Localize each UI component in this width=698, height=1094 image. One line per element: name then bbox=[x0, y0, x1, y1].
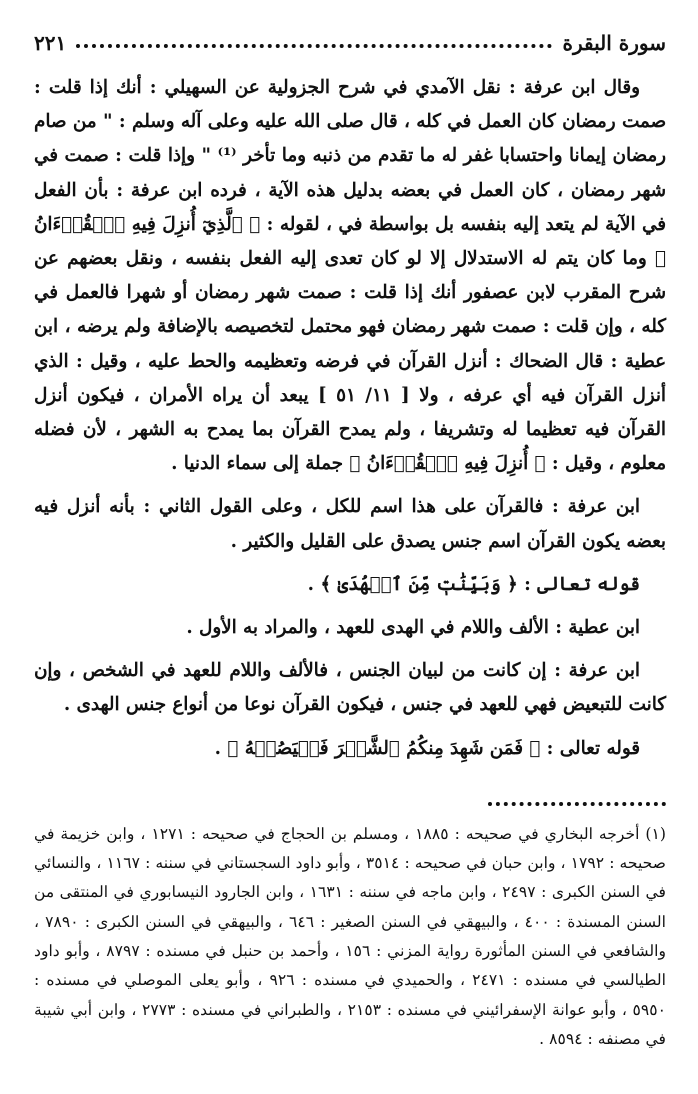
main-text bbox=[34, 71, 666, 766]
paragraph-verse-faman-shahida: قوله تعالى : ﴿ فَمَن شَهِدَ مِنكُمُ ٱلشَّهۡرَ فَلۡيَصُمۡهُ ﴾ . bbox=[214, 737, 640, 759]
paragraph-ibn-arafa-quran-noun: ابن عرفة : فالقرآن على هذا اسم للكل ، وعلى القول الثاني : بأنه أنزل فيه بعضه يكون القرآن اسم جنس يصدق على القليل والكثير . bbox=[34, 496, 666, 552]
footnote-separator bbox=[488, 802, 666, 806]
paragraph-ibn-arafa-amidi: وقال ابن عرفة : نقل الآمدي في شرح الجزولية عن السهيلي : أنك إذا قلت : صمت رمضان كان العمل في كله ، قال صلى الله عليه وعلى آله وسلم : " من صام رمضان إيمانا واحتسابا غفر له ما تقدم من ذنبه وما تأخر ⁽¹⁾ " وإذا قلت : صمت في شهر رمضان ، كان العمل في بعضه بدليل هذه الآية ، فرده ابن عرفة : بأن الفعل في الآية لم يتعد إليه بنفسه بل بواسطة في ، لقوله : ﴿ ٱلَّذِيٓ أُنزِلَ فِيهِ ٱلۡقُرۡءَانُ ﴾ وما كان يتم له الاستدلال إلا لو كان تعدى إليه الفعل بنفسه ، ونقل بعضهم عن شرح المقرب لابن عصفور أنك إذا قلت : صمت شهر رمضان أو شهرا فالعمل في كله ، وإن قلت : صمت شهر رمضان فهو محتمل لتخصيصه بالإضافة ولم يرضه ، ابن عطية : قال الضحاك : أنزل القرآن في فرضه وتعظيمه والحط عليه ، وقيل : الذي أنزل القرآن فيه أي عرفه ، ولا [ ١١/ ٥١ ] يبعد أن يراه الأمران ، فيكون أنزل القرآن فيه تعظيما له وتشريفا ، ولم يمدح القرآن بما يمدح به الشهر ، لأن فضله معلوم ، وقيل : ﴿ أُنزِلَ فِيهِ ٱلۡقُرۡءَانُ ﴾ جملة إلى سماء الدنيا . bbox=[34, 77, 667, 475]
paragraph-verse-bayyinat: قوله تعالى : ﴿ وَبَيِّنَٰتٖ مِّنَ ٱلۡهُدَىٰ ﴾ . bbox=[307, 573, 640, 595]
paragraph-ibn-arafa-jins: ابن عرفة : إن كانت من لبيان الجنس ، فالألف واللام للعهد في الشخص ، وإن كانت للتبعيض فهي للعهد في جنس ، فيكون القرآن نوعا من أنواع جنس الهدى . bbox=[34, 660, 666, 716]
book-page bbox=[34, 26, 666, 1076]
footnotes bbox=[34, 820, 666, 1054]
page-header bbox=[34, 26, 666, 61]
page-number: ٢٢١ bbox=[34, 31, 67, 55]
surah-title: سورة البقرة bbox=[562, 31, 666, 55]
paragraph-ibn-atiyya-alif-lam: ابن عطية : الألف واللام في الهدى للعهد ، والمراد به الأول . bbox=[186, 617, 640, 639]
footnote-1: (١) أخرجه البخاري في صحيحه : ١٨٨٥ ، ومسلم بن الحجاج في صحيحه : ١٢٧١ ، وابن خزيمة في صحيحه : ١٧٩٢ ، وابن حبان في صحيحه : ٣٥١٤ ، وأبو داود السجستاني في سننه : ١١٦٧ ، والنسائي في السنن الكبرى : ٢٤٩٧ ، وابن ماجه في سننه : ١٦٣١ ، وابن الجارود النيسابوري في المنتقى من السنن المسندة : ٤٠٠ ، والبيهقي في السنن الصغير : ٦٤٦ ، والبيهقي في السنن الكبرى : ٧٨٩٠ ، والشافعي في السنن المأثورة رواية المزني : ١٥٦ ، وأحمد بن حنبل في مسنده : ٨٧٩٧ ، وأبو داود الطيالسي في مسنده : ٢٤٧١ ، والحميدي في مسنده : ٩٢٦ ، وأبو يعلى الموصلي في مسنده : ٥٩٥٠ ، وأبو عوانة الإسفرائيني في مسنده : ٢١٥٣ ، والطبراني في مسنده : ٢٧٧٣ ، وابن أبي شيبة في مصنفه : ٨٥٩٤ . bbox=[34, 824, 666, 1048]
header-dotted-rule bbox=[76, 44, 552, 48]
